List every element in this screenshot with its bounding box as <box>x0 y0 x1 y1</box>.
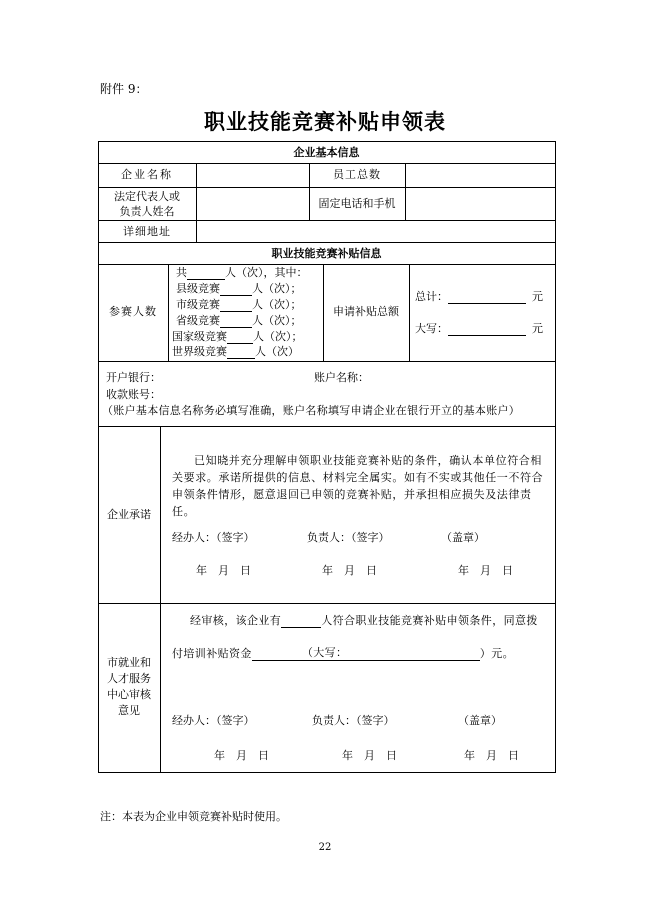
phone-label: 固定电话和手机 <box>318 197 396 210</box>
commitment-date-2: 年 月 日 <box>322 564 377 577</box>
page-title: 职业技能竞赛补贴申领表 <box>204 110 446 134</box>
participants-label: 参赛人数 <box>109 305 157 318</box>
participant-line-national: 国家级竞赛 人（次）； <box>172 330 303 343</box>
account-number-label: 收款账号： <box>106 388 161 401</box>
total-amount-label: 申请补贴总额 <box>333 305 399 318</box>
bank-note: （账户基本信息名称务必填写准确，账户名称填写申请企业在银行开立的基本账户） <box>102 404 521 417</box>
employee-count-label: 员工总数 <box>333 168 381 181</box>
commitment-text: 已知晓并充分理解申领职业技能竞赛补贴的条件，确认本单位符合相关要求。承诺所提供的信息、材料完全属实。如有不实或其他任一不符合申领条件情形，愿意退回已申领的竞赛补贴，并承担相应损失及法律责任。 <box>172 454 544 518</box>
review-date-2: 年 月 日 <box>342 749 397 762</box>
commitment-label: 企业承诺 <box>107 508 151 521</box>
participant-line-world: 世界级竞赛 人（次） <box>172 345 299 358</box>
basic-info-header: 企业基本信息 <box>293 146 360 159</box>
review-date-3: 年 月 日 <box>464 749 519 762</box>
commitment-handler-label: 经办人：（签字） <box>172 531 255 544</box>
participant-line-county: 县级竞赛 人（次）； <box>176 282 302 295</box>
commitment-date-1: 年 月 日 <box>196 564 251 577</box>
sum-field[interactable]: 总计： 元 <box>415 290 543 303</box>
company-name-label: 企业名称 <box>121 168 173 181</box>
page-number: 22 <box>318 842 332 853</box>
bank-label: 开户银行： <box>106 371 161 384</box>
commitment-seal-label: （盖章） <box>441 531 485 544</box>
address-label: 详细地址 <box>123 225 171 238</box>
review-label-3: 中心审核 <box>107 688 151 701</box>
account-name-label: 账户名称： <box>314 371 369 384</box>
commitment-date-3: 年 月 日 <box>458 564 513 577</box>
participant-line-total: 共 人（次），其中： <box>176 266 308 279</box>
legal-rep-label-2: 负责人姓名 <box>119 205 175 218</box>
review-responsible-label: 负责人：（签字） <box>312 714 395 727</box>
footnote: 注：本表为企业申领竞赛补贴时使用。 <box>100 810 287 823</box>
review-label-4: 意见 <box>118 704 140 717</box>
review-line-2: 付培训补贴资金 （大写： ）元。 <box>172 646 515 660</box>
review-label-2: 人才服务 <box>107 672 151 685</box>
participant-line-province: 省级竞赛 人（次）； <box>176 314 302 327</box>
review-line-1: 经审核，该企业有 人符合职业技能竞赛补贴申领条件，同意拨 <box>190 614 538 627</box>
legal-rep-label-1: 法定代表人或 <box>114 190 180 203</box>
review-label-1: 市就业和 <box>107 656 151 669</box>
commitment-responsible-label: 负责人：（签字） <box>307 531 390 544</box>
attachment-label: 附件 9： <box>100 82 148 96</box>
review-date-1: 年 月 日 <box>214 749 269 762</box>
subsidy-info-header: 职业技能竞赛补贴信息 <box>271 247 382 260</box>
review-seal-label: （盖章） <box>458 714 502 727</box>
capital-field[interactable]: 大写： 元 <box>415 322 543 335</box>
review-handler-label: 经办人：（签字） <box>172 714 255 727</box>
participant-line-city: 市级竞赛 人（次）； <box>176 298 302 311</box>
